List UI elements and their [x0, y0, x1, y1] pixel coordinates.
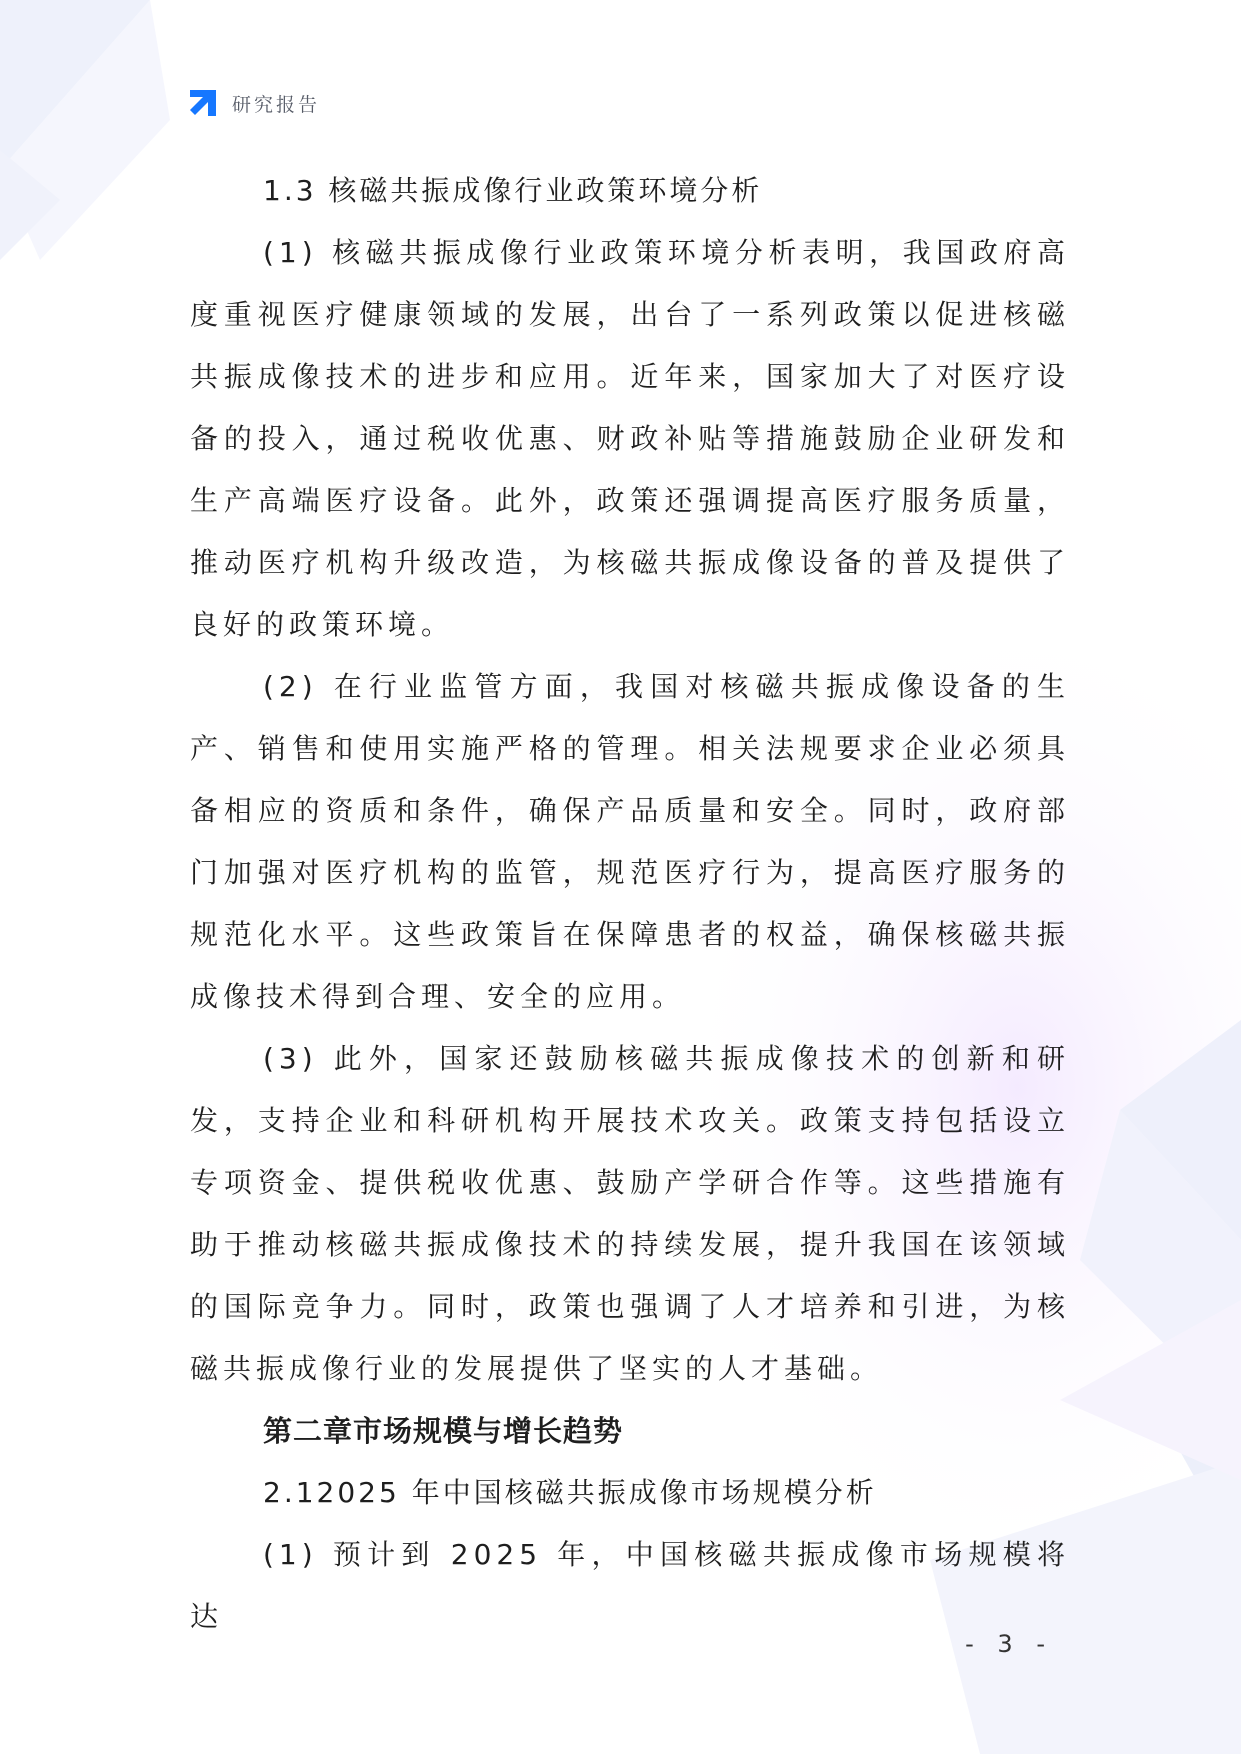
document-body	[190, 160, 1070, 1648]
page-number: - 3 -	[965, 1630, 1053, 1658]
header-title: 研究报告	[232, 93, 321, 116]
arrow-up-right-icon	[186, 86, 220, 120]
paragraph: (3) 此外，国家还鼓励核磁共振成像技术的创新和研发，支持企业和科研机构开展技术攻关。政策支持包括设立专项资金、提供税收优惠、鼓励产学研合作等。这些措施有助于推动核磁共振成像技术的持续发展，提升我国在该领域的国际竞争力。同时，政策也强调了人才培养和引进，为核磁共振成像行业的发展提供了坚实的人才基础。	[190, 1042, 1070, 1385]
paragraph: (1) 预计到 2025 年，中国核磁共振成像市场规模将达	[190, 1538, 1070, 1633]
section-heading: 1.3 核磁共振成像行业政策环境分析	[263, 174, 763, 207]
section-heading: 2.12025 年中国核磁共振成像市场规模分析	[263, 1476, 877, 1509]
chapter-heading: 第二章市场规模与增长趋势	[263, 1414, 624, 1448]
paragraph: (2) 在行业监管方面，我国对核磁共振成像设备的生产、销售和使用实施严格的管理。相关法规要求企业必须具备相应的资质和条件，确保产品质量和安全。同时，政府部门加强对医疗机构的监管，规范医疗行为，提高医疗服务的规范化水平。这些政策旨在保障患者的权益，确保核磁共振成像技术得到合理、安全的应用。	[190, 670, 1070, 1013]
paragraph: (1) 核磁共振成像行业政策环境分析表明，我国政府高度重视医疗健康领域的发展，出台了一系列政策以促进核磁共振成像技术的进步和应用。近年来，国家加大了对医疗设备的投入，通过税收优惠、财政补贴等措施鼓励企业研发和生产高端医疗设备。此外，政策还强调提高医疗服务质量，推动医疗机构升级改造，为核磁共振成像设备的普及提供了良好的政策环境。	[190, 236, 1070, 641]
report-header	[186, 86, 320, 120]
